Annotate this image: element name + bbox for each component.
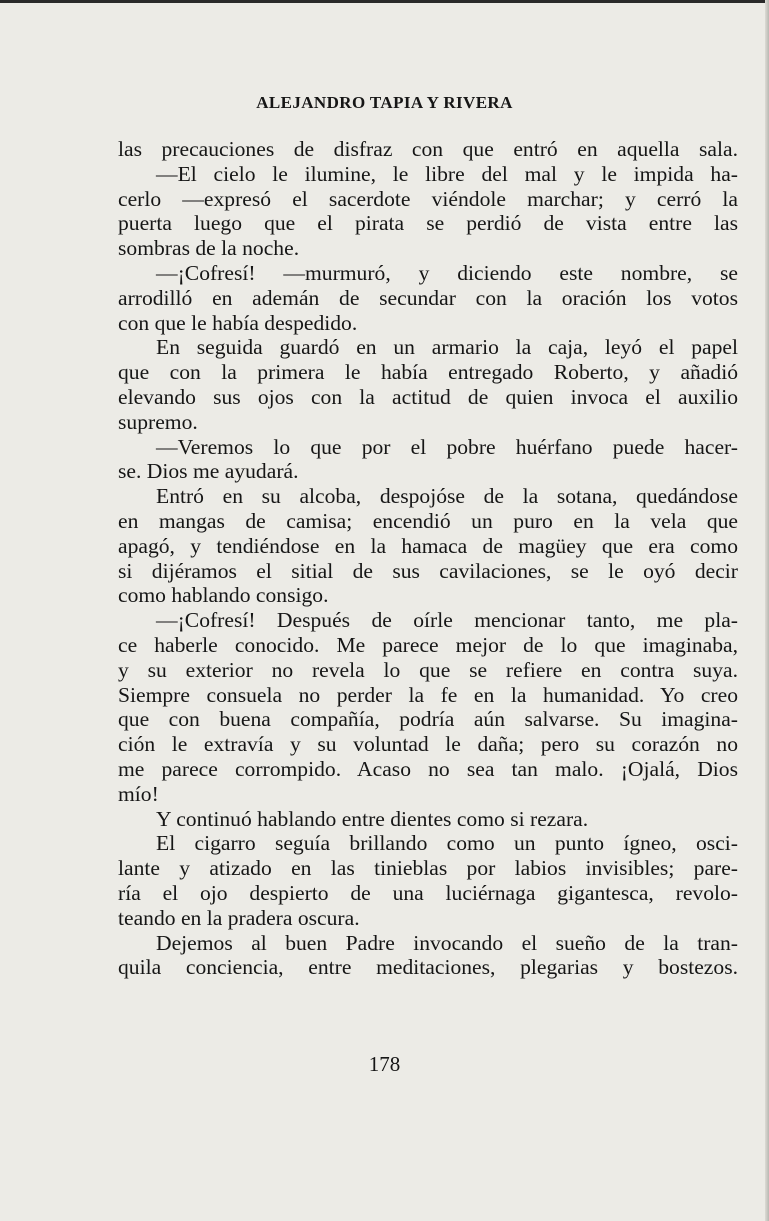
text-line: que con buena compañía, podría aún salvarse. Su imagina- [118, 707, 738, 732]
text-line: si dijéramos el sitial de sus cavilaciones, se le oyó decir [118, 558, 738, 583]
text-line: cerlo —expresó el sacerdote viéndole marchar; y cerró la [118, 186, 738, 211]
text-line: teando en la pradera oscura. [118, 905, 360, 930]
text-line: arrodilló en ademán de secundar con la oración los votos [118, 285, 738, 310]
text-line: ción le extravía y su voluntad le daña; pero su corazón no [118, 732, 738, 757]
text-line: En seguida guardó en un armario la caja, leyó el papel [156, 335, 738, 360]
text-line: —¡Cofresí! —murmuró, y diciendo este nombre, se [156, 260, 738, 285]
text-line: —¡Cofresí! Después de oírle mencionar tanto, me pla- [156, 608, 738, 633]
text-line: Y continuó hablando entre dientes como si rezara. [156, 806, 589, 831]
text-line: las precauciones de disfraz con que entró en aquella sala. [118, 137, 738, 161]
text-line: se. Dios me ayudará. [118, 459, 299, 484]
text-line: supremo. [118, 409, 198, 434]
text-line: y su exterior no revela lo que se refiere en contra suya. [118, 657, 738, 682]
text-line: que con la primera le había entregado Roberto, y añadió [118, 360, 738, 385]
text-line: me parece corrompido. Acaso no sea tan malo. ¡Ojalá, Dios [118, 756, 738, 781]
running-head: ALEJANDRO TAPIA Y RIVERA [256, 93, 513, 112]
text-line: Dejemos al buen Padre invocando el sueño de la tran- [156, 930, 738, 955]
page-right-edge [765, 0, 769, 1221]
text-line: El cigarro seguía brillando como un punto ígneo, osci- [156, 831, 738, 856]
text-line: en mangas de camisa; encendió un puro en la vela que [118, 508, 738, 533]
text-line: apagó, y tendiéndose en la hamaca de magüey que era como [118, 533, 738, 558]
text-line: sombras de la noche. [118, 236, 300, 261]
page-top-edge [0, 0, 769, 3]
text-line: elevando sus ojos con la actitud de quien invoca el auxilio [118, 384, 738, 409]
text-line: —Veremos lo que por el pobre huérfano puede hacer- [156, 434, 738, 459]
text-line: como hablando consigo. [118, 583, 329, 608]
body-text [118, 137, 738, 980]
text-line: quila conciencia, entre meditaciones, plegarias y bostezos. [118, 955, 738, 980]
page-number: 178 [368, 1052, 401, 1076]
text-line: ce haberle conocido. Me parece mejor de lo que imaginaba, [118, 632, 738, 657]
text-line: mío! [118, 781, 159, 806]
text-line: Entró en su alcoba, despojóse de la sotana, quedándose [156, 484, 738, 509]
text-line: puerta luego que el pirata se perdió de vista entre las [118, 211, 738, 236]
text-line: con que le había despedido. [118, 310, 358, 335]
text-line: ría el ojo despierto de una luciérnaga gigantesca, revolo- [118, 880, 738, 905]
text-line: Siempre consuela no perder la fe en la humanidad. Yo creo [118, 682, 738, 707]
text-line: —El cielo le ilumine, le libre del mal y le impida ha- [156, 161, 738, 186]
text-line: lante y atizado en las tinieblas por labios invisibles; pare- [118, 856, 738, 881]
